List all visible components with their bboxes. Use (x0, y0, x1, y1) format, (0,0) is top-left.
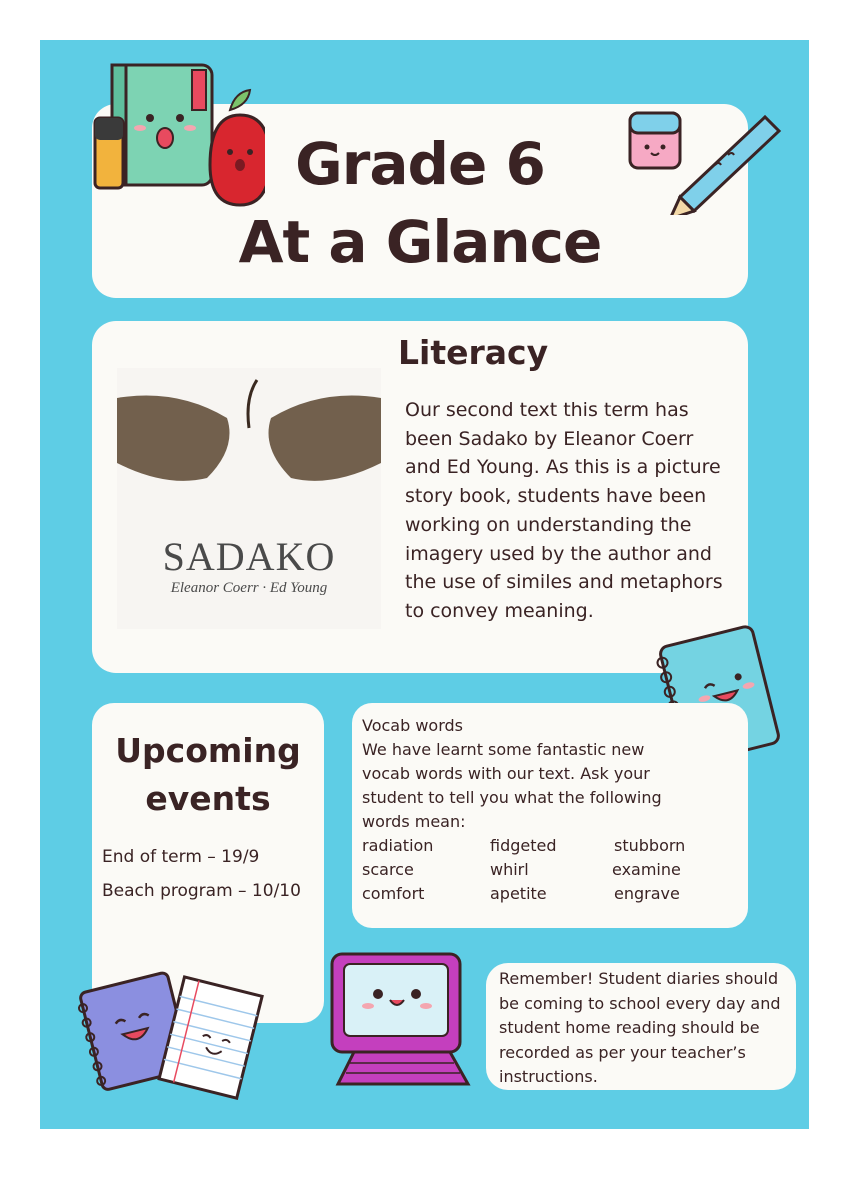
book-cover-image (117, 368, 381, 629)
event-item: End of term – 19/9 (102, 847, 260, 867)
notebook-paper-sticker (70, 960, 270, 1110)
events-heading-line-1: Upcoming (115, 731, 301, 770)
book-cover-authors: Eleanor Coerr · Ed Young (170, 580, 328, 596)
literacy-body: Our second text this term has been Sadako by Eleanor Coerr and Ed Young. As this is a picture story book, students have been working on understanding the imagery used by the author and the use of similes and metaphors to convey meaning. (405, 399, 723, 622)
book-apple-sticker (90, 60, 265, 210)
book-cover-title: SADAKO (162, 534, 336, 579)
vocab-intro-line: We have learnt some fantastic new (362, 740, 645, 759)
vocab-word: engrave (614, 884, 680, 903)
title-line-2: At a Glance (238, 208, 602, 276)
events-heading (92, 727, 324, 823)
vocab-card (352, 703, 748, 928)
vocab-word: stubborn (614, 836, 686, 855)
vocab-word: comfort (362, 884, 425, 903)
reminder-card (486, 963, 796, 1090)
eraser-pencil-sticker (620, 105, 785, 215)
title-line-1: Grade 6 (295, 130, 545, 198)
vocab-word: fidgeted (490, 836, 557, 855)
vocab-word: apetite (490, 884, 547, 903)
event-item: Beach program – 10/10 (102, 881, 301, 901)
computer-sticker (328, 950, 493, 1095)
events-heading-line-2: events (145, 779, 271, 818)
vocab-word: examine (612, 860, 681, 879)
literacy-card (92, 321, 748, 673)
vocab-heading: Vocab words (362, 716, 463, 735)
vocab-intro-line: vocab words with our text. Ask your (362, 764, 650, 783)
reminder-text: Remember! Student diaries should be coming to school every day and student home reading should be recorded as per your teacher’s instructions. (499, 969, 781, 1086)
vocab-intro-line: words mean: (362, 812, 466, 831)
vocab-intro-line: student to tell you what the following (362, 788, 662, 807)
vocab-word: whirl (490, 860, 529, 879)
literacy-heading: Literacy (398, 333, 549, 372)
vocab-word: radiation (362, 836, 434, 855)
vocab-word: scarce (362, 860, 414, 879)
